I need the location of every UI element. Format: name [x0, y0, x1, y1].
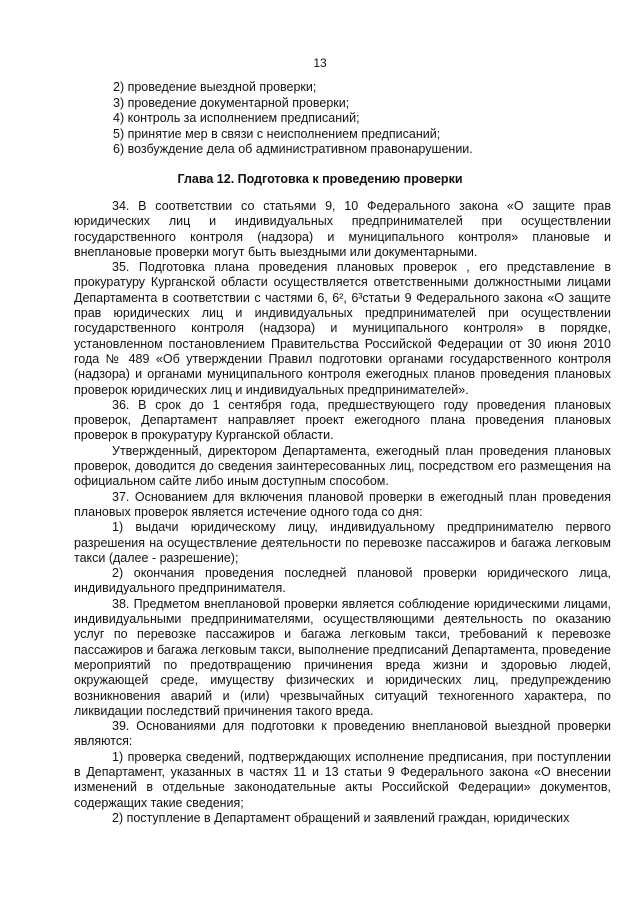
body-text: [74, 199, 611, 826]
list-item: 4) контроль за исполнением предписаний;: [113, 111, 360, 125]
paragraph: 1) проверка сведений, подтверждающих исполнение предписания, при поступлении в Департамент, указанных в частях 11 и 13 статьи 9 Федерального закона «О внесении изменений в отдельные законодательные акты Российской Федерации» документов, содержащих такие сведения;: [74, 749, 611, 810]
list-item: 6) возбуждение дела об административном правонарушении.: [113, 142, 473, 156]
chapter-title: Глава 12. Подготовка к проведению проверки: [177, 172, 463, 186]
list-item: 5) принятие мер в связи с неисполнением предписаний;: [113, 126, 441, 141]
paragraph: Утвержденный, директором Департамента, ежегодный план проведения плановых проверок, доводится до сведения заинтересованных лиц, посредством его размещения на официальном сайте либо иным доступным способом.: [74, 443, 611, 489]
list-item: 3) проведение документарной проверки;: [113, 95, 350, 110]
paragraph: 34. В соответствии со статьями 9, 10 Федерального закона «О защите прав юридических лиц и индивидуальных предпринимателей при осуществлении государственного контроля (надзора) и муниципального контроля» плановые и внеплановые проверки могут быть выездными или документарными.: [74, 199, 611, 259]
paragraph: 35. Подготовка плана проведения плановых проверок , его представление в прокуратуру Курганской области осуществляется ответственными должностными лицами Департамента в соответствии с частями 6, 6², 6³статьи 9 Федерального закона «О защите прав юридических лиц и индивидуальных предпринимателей при осуществлении государственного контроля (надзора) и муниципального контроля» в порядке, установленном постановлением Правительства Российской Федерации от 30 июня 2010 года № 489 «Об утверждении Правил подготовки органами государственного контроля (надзора) и органами муниципального контроля ежегодных планов проведения плановых проверок юридических лиц и индивидуальных предпринимателей».: [74, 260, 611, 397]
paragraph: 2) поступление в Департамент обращений и заявлений граждан, юридических: [112, 810, 570, 825]
control-forms-list: [113, 80, 473, 158]
list-item: 2) проведение выездной проверки;: [113, 80, 317, 94]
paragraph: 36. В срок до 1 сентября года, предшествующего году проведения плановых проверок, Департамент направляет проект ежегодного плана проведения плановых проверок в прокуратуру Курганской области.: [74, 397, 611, 443]
paragraph: 38. Предметом внеплановой проверки является соблюдение юридическими лицами, индивидуальными предпринимателями, осуществляющими деятельность по оказанию услуг по перевозке пассажиров и багажа легковым такси, требований к перевозке пассажиров и багажа легковым такси, выполнение предписаний Департамента, проведение мероприятий по предотвращению причинения вреда жизни и здоровью людей, окружающей среде, имуществу физических и юридических лиц, предупреждению возникновения аварий и (или) чрезвычайных ситуаций техногенного характера, по ликвидации последствий причинения такого вреда.: [74, 596, 611, 718]
paragraph: 37. Основанием для включения плановой проверки в ежегодный план проведения плановых проверок является истечение одного года со дня:: [74, 489, 611, 519]
page-number: 13: [313, 56, 327, 70]
paragraph: 1) выдачи юридическому лицу, индивидуальному предпринимателю первого разрешения на осуществление деятельности по перевозке пассажиров и багажа легковым такси (далее - разрешение);: [74, 520, 611, 565]
paragraph: 2) окончания проведения последней плановой проверки юридического лица, индивидуального предпринимателя.: [74, 566, 611, 596]
paragraph: 39. Основаниями для подготовки к проведению внеплановой выездной проверки являются:: [74, 719, 611, 749]
